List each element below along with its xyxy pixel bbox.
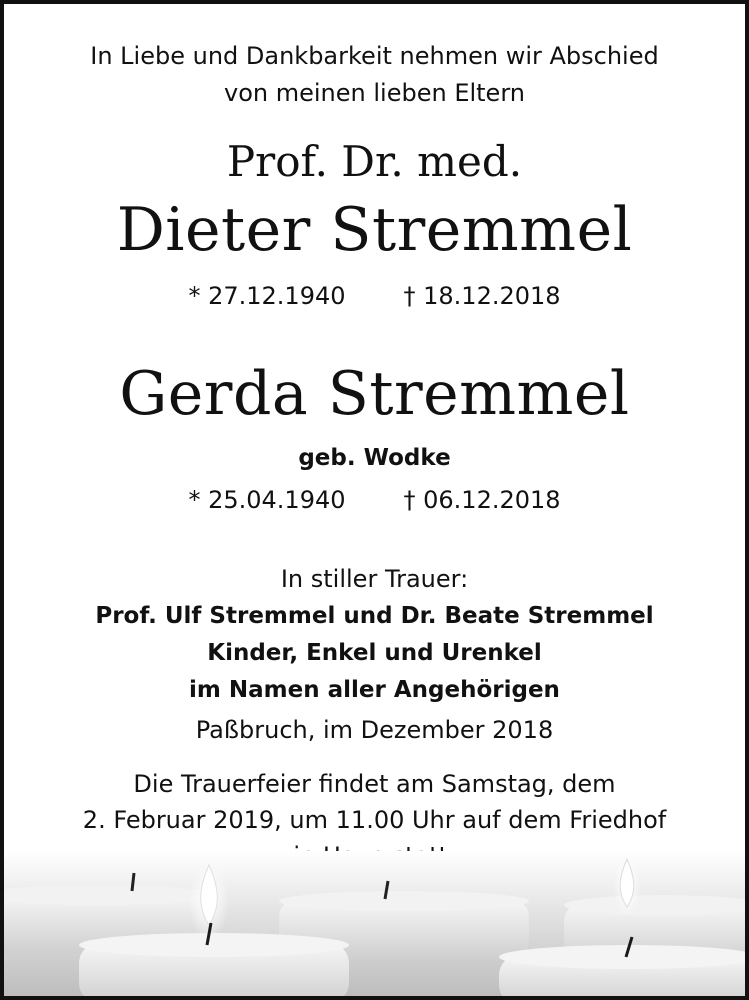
mourners-line-1: Prof. Ulf Stremmel und Dr. Beate Stremmel: [95, 603, 654, 629]
person2-name: Gerda Stremmel: [119, 359, 630, 429]
intro-line-1: In Liebe und Dankbarkeit nehmen wir Abschied: [90, 42, 659, 70]
mourners-line-3: im Namen aller Angehörigen: [189, 677, 560, 703]
person2-born: * 25.04.1940: [188, 486, 346, 514]
person2-died: † 06.12.2018: [403, 486, 561, 514]
service-line-2: 2. Februar 2019, um 11.00 Uhr auf dem Friedhof: [82, 806, 667, 834]
mourners-line-2: Kinder, Enkel und Urenkel: [207, 640, 542, 666]
person1-title: Prof. Dr. med.: [226, 137, 523, 186]
person2-dates: [4, 484, 745, 516]
intro-line-2: von meinen lieben Eltern: [224, 79, 525, 107]
mourners-block: [4, 561, 745, 709]
person1-died: † 18.12.2018: [403, 282, 561, 310]
mourners-intro: In stiller Trauer:: [280, 565, 469, 593]
person2-maiden-name: geb. Wodke: [298, 445, 451, 471]
person1-dates: [4, 280, 745, 312]
person1-born: * 27.12.1940: [188, 282, 346, 310]
intro-text: [4, 38, 745, 112]
service-line-1: Die Trauerfeier findet am Samstag, dem: [133, 770, 616, 798]
candles-image: [4, 851, 745, 996]
person1-name: Dieter Stremmel: [116, 195, 633, 265]
place-date: Paßbruch, im Dezember 2018: [195, 716, 554, 744]
